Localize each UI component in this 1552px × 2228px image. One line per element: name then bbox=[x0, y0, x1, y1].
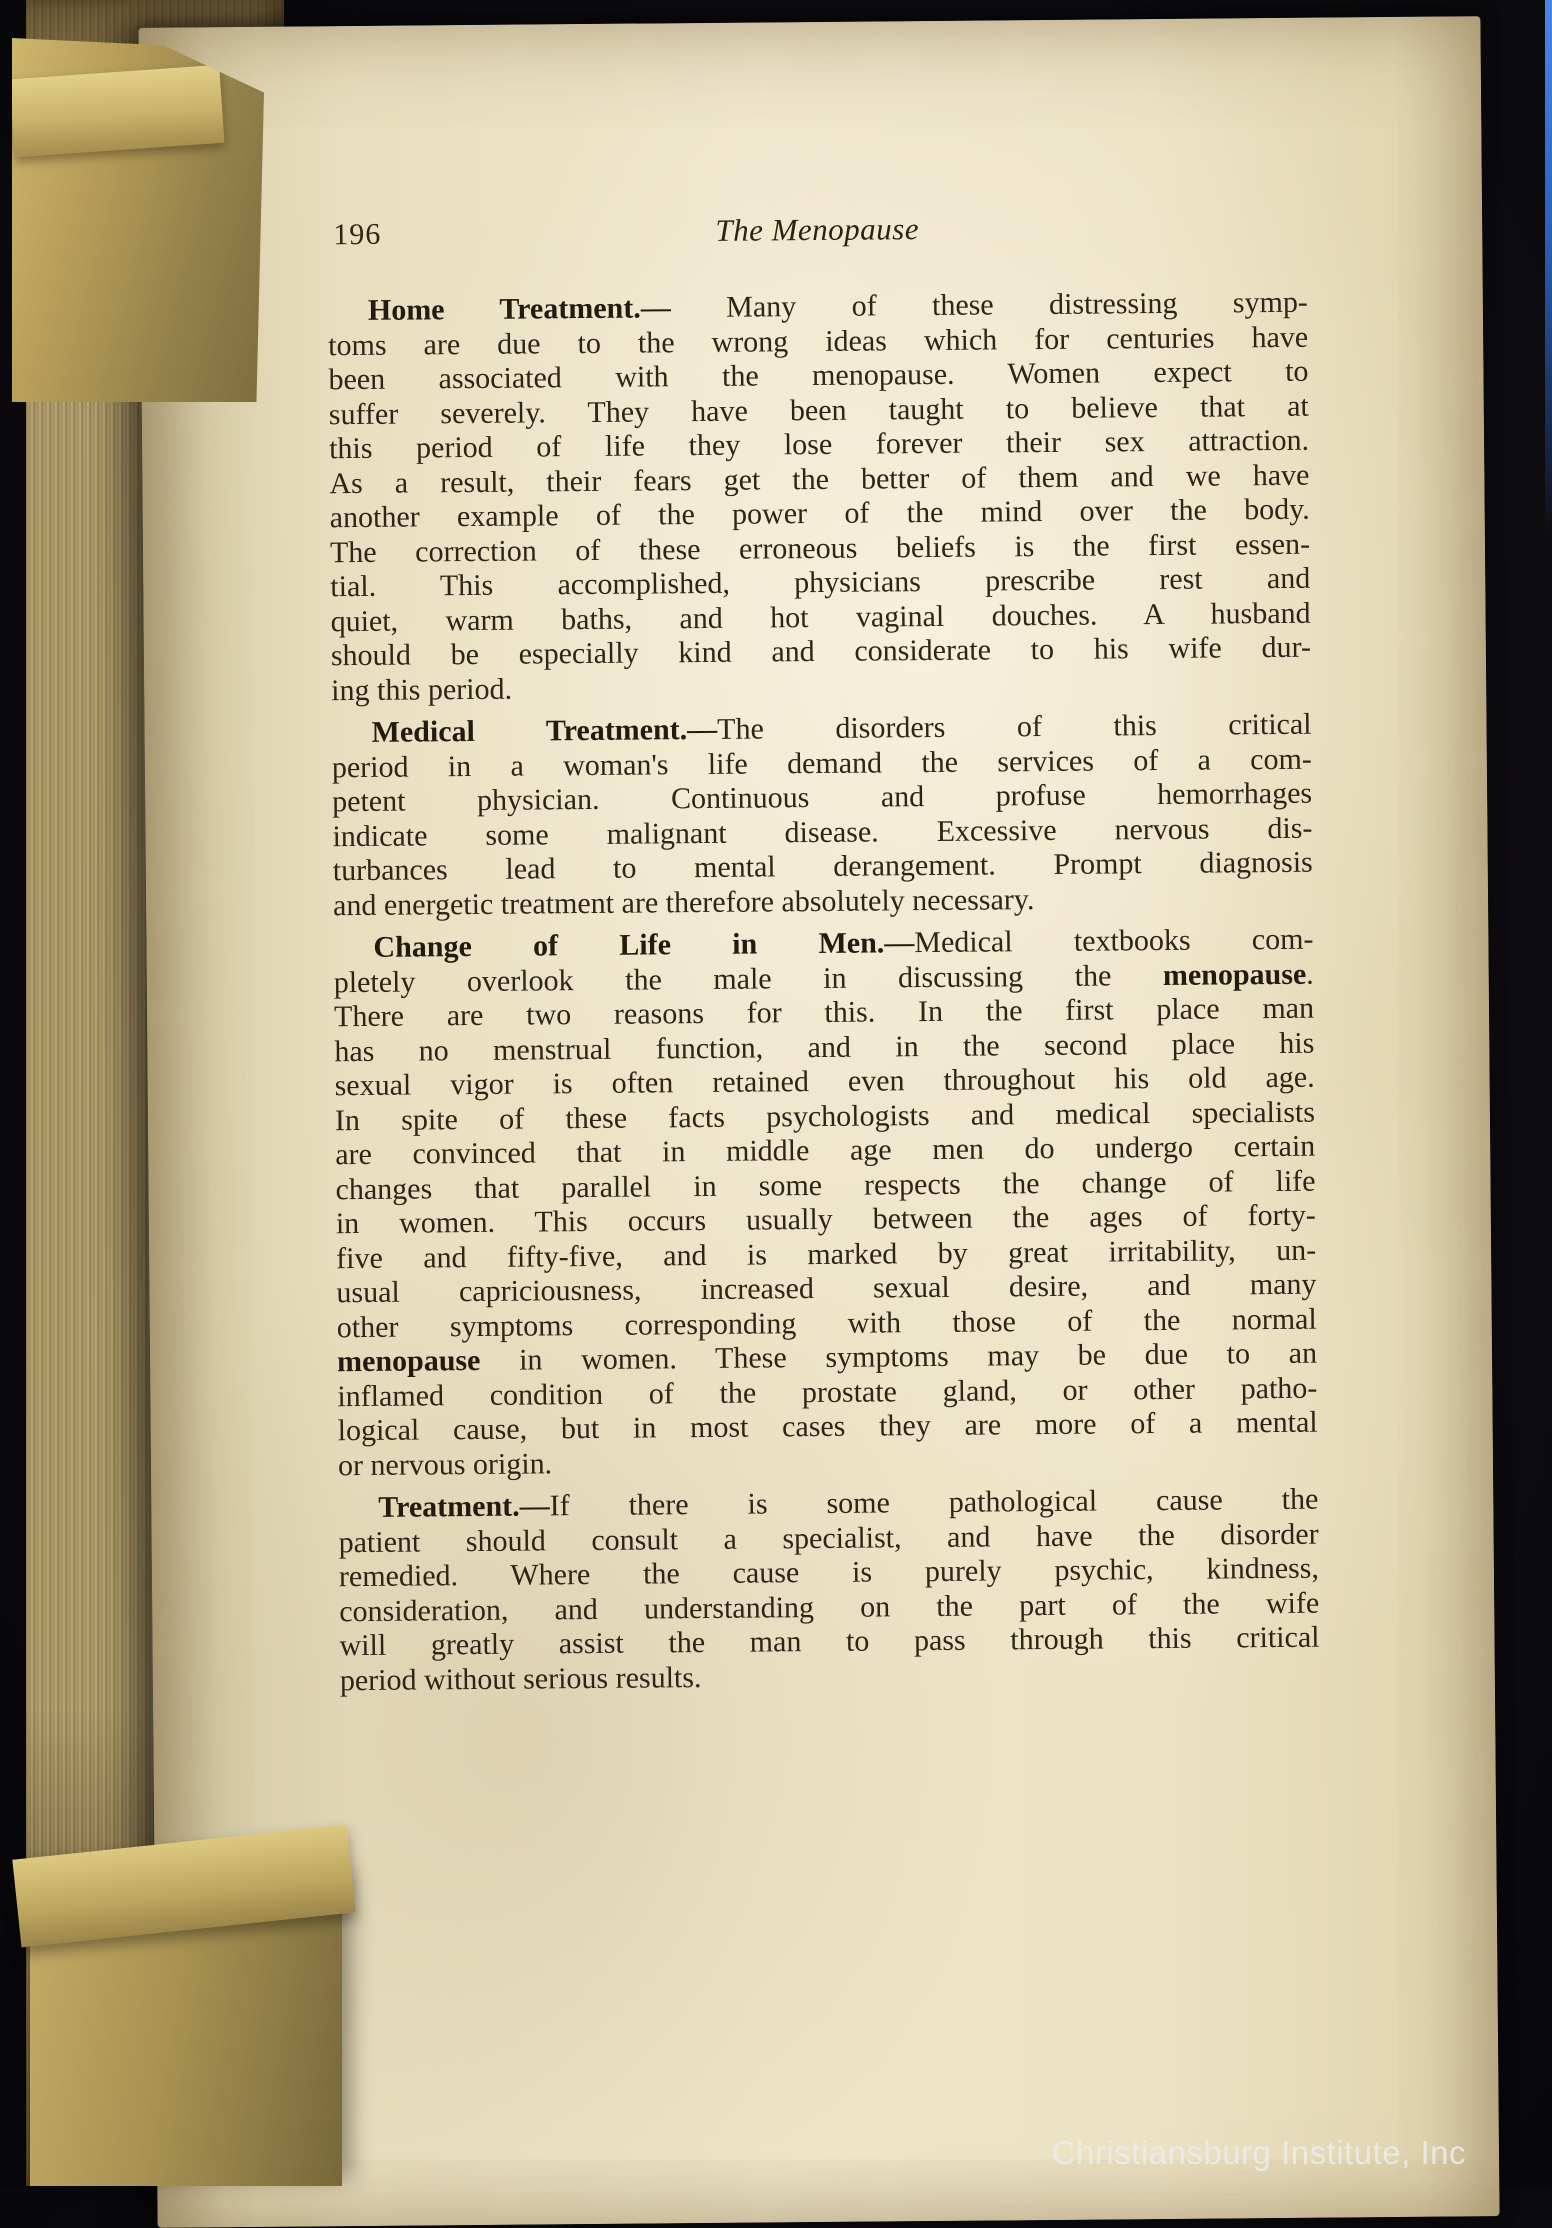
text-line: petent physician. Continuous and profuse hemorrhages bbox=[332, 776, 1313, 819]
paragraph bbox=[338, 1483, 1320, 1699]
page-header bbox=[327, 208, 1307, 255]
text-line: sexual vigor is often retained even throughout his old age. bbox=[334, 1060, 1315, 1103]
text-line: are convinced that in middle age men do undergo certain bbox=[335, 1129, 1316, 1172]
page-body bbox=[328, 286, 1320, 1698]
text-line: period in a woman's life demand the services of a com- bbox=[331, 742, 1312, 784]
text-line: changes that parallel in some respects the change of life bbox=[335, 1164, 1316, 1206]
text-line: this period of life they lose forever their sex attraction. bbox=[328, 423, 1310, 466]
text-line: indicate some malignant disease. Excessive nervous dis- bbox=[332, 811, 1313, 853]
text-line: and energetic treatment are therefore absolutely necessary. bbox=[332, 882, 1035, 922]
paragraph bbox=[331, 708, 1313, 924]
paragraph bbox=[328, 286, 1312, 709]
brass-clasp-top-flap bbox=[10, 65, 225, 157]
text-line: suffer severely. They have been taught to believe that at bbox=[328, 389, 1309, 431]
text-line: or nervous origin. bbox=[337, 1446, 553, 1482]
page-content bbox=[327, 208, 1320, 1706]
text-line: will greatly assist the man to pass through this critical bbox=[339, 1620, 1320, 1663]
text-line: been associated with the menopause. Women expect to bbox=[328, 354, 1309, 397]
text-line: usual capriciousness, increased sexual desire, and many bbox=[336, 1267, 1317, 1310]
photo-blue-edge-artifact bbox=[1545, 0, 1552, 540]
text-line: ing this period. bbox=[331, 672, 513, 707]
running-head: The Menopause bbox=[715, 211, 920, 248]
text-line: The correction of these erroneous beliefs is the first essen- bbox=[329, 527, 1311, 569]
text-line: another example of the power of the mind over the body. bbox=[329, 492, 1310, 535]
text-line: period without serious results. bbox=[339, 1660, 702, 1697]
brass-clasp-top bbox=[12, 38, 264, 402]
text-line: Home Treatment.— Many of these distressing symp- bbox=[367, 285, 1308, 327]
text-line: There are two reasons for this. In the first place man bbox=[333, 991, 1315, 1034]
text-line: in women. This occurs usually between the ages of forty- bbox=[335, 1198, 1316, 1241]
text-line: pletely overlook the male in discussing the menopause. bbox=[333, 957, 1314, 999]
text-line: In spite of these facts psychologists and medical specialists bbox=[334, 1095, 1316, 1137]
text-line: Medical Treatment.—The disorders of this critical bbox=[371, 707, 1312, 749]
page-number: 196 bbox=[333, 217, 382, 252]
text-line: Change of Life in Men.—Medical textbooks com- bbox=[373, 922, 1314, 964]
text-line: inflamed condition of the prostate gland, or other patho- bbox=[337, 1371, 1318, 1413]
watermark-text: Christiansburg Institute, Inc bbox=[1051, 2134, 1466, 2171]
text-line: tial. This accomplished, physicians prescribe rest and bbox=[330, 561, 1311, 604]
text-line: consideration, and understanding on the part of the wife bbox=[339, 1586, 1320, 1628]
text-line: has no menstrual function, and in the second place his bbox=[334, 1026, 1315, 1068]
text-line: should be especially kind and considerate to his wife dur- bbox=[330, 630, 1312, 673]
text-line: menopause in women. These symptoms may be due to an bbox=[336, 1336, 1318, 1379]
text-line: toms are due to the wrong ideas which for centuries have bbox=[328, 320, 1309, 362]
text-line: quiet, warm baths, and hot vaginal douches. A husband bbox=[330, 596, 1311, 638]
text-line: other symptoms corresponding with those of the normal bbox=[336, 1302, 1317, 1344]
paragraph bbox=[333, 923, 1318, 1484]
text-line: five and fifty-five, and is marked by great irritability, un- bbox=[336, 1233, 1317, 1275]
text-line: logical cause, but in most cases they are more of a mental bbox=[337, 1405, 1318, 1448]
text-line: As a result, their fears get the better of them and we have bbox=[329, 458, 1310, 500]
text-line: remedied. Where the cause is purely psychic, kindness, bbox=[338, 1551, 1320, 1594]
text-line: turbances lead to mental derangement. Prompt diagnosis bbox=[332, 845, 1313, 888]
text-line: Treatment.—If there is some pathological cause the bbox=[378, 1482, 1319, 1524]
text-line: patient should consult a specialist, and have the disorder bbox=[338, 1517, 1319, 1559]
